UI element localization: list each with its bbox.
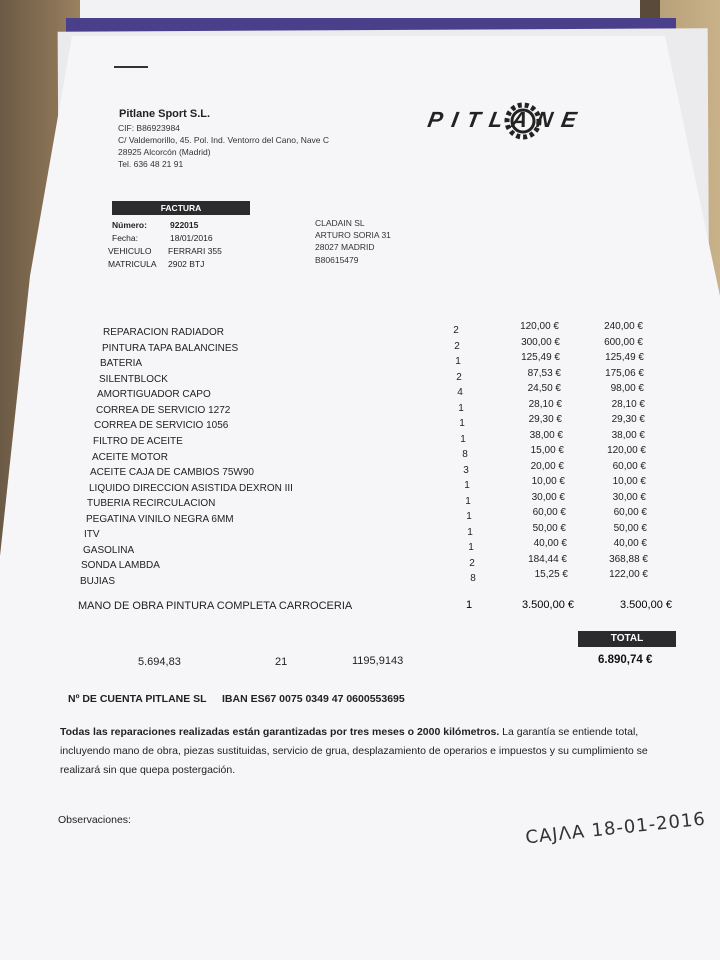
item-description: PINTURA TAPA BALANCINES: [102, 343, 239, 354]
item-quantity: 3: [463, 465, 469, 476]
item-line-total: 40,00 €: [613, 538, 647, 549]
observations-label: Observaciones:: [58, 814, 131, 826]
tax-rate: 21: [275, 656, 288, 668]
item-line-total: 240,00 €: [604, 321, 643, 332]
item-unit-price: 10,00 €: [531, 476, 565, 487]
company-cif: CIF: B86923984: [118, 123, 180, 133]
item-line-total: 30,00 €: [612, 492, 646, 503]
item-unit-price: 40,00 €: [533, 538, 567, 549]
item-quantity: 1: [459, 418, 465, 429]
labor-description: MANO DE OBRA PINTURA COMPLETA CARROCERIA: [78, 600, 353, 612]
item-unit-price: 125,49 €: [521, 352, 560, 363]
item-line-total: 120,00 €: [607, 445, 646, 456]
item-description: ACEITE CAJA DE CAMBIOS 75W90: [90, 467, 254, 478]
item-line-total: 600,00 €: [604, 337, 643, 348]
client-city: 28027 MADRID: [315, 242, 375, 252]
item-description: FILTRO DE ACEITE: [93, 436, 183, 447]
item-line-total: 125,49 €: [605, 352, 644, 363]
labor-quantity: 1: [465, 599, 473, 611]
item-description: BUJIAS: [80, 576, 116, 587]
plate-value: 2902 BTJ: [168, 259, 205, 269]
item-description: ACEITE MOTOR: [92, 452, 168, 463]
item-quantity: 4: [457, 387, 463, 398]
company-phone: Tel. 636 48 21 91: [118, 159, 184, 169]
labor-total: 3.500,00 €: [620, 599, 672, 611]
invoice-number: 922015: [170, 220, 199, 230]
item-unit-price: 28,10 €: [528, 399, 562, 410]
item-line-total: 50,00 €: [613, 523, 647, 534]
client-name: CLADAIN SL: [315, 218, 365, 228]
item-description: ITV: [84, 529, 100, 540]
company-address: C/ Valdemorillo, 45. Pol. Ind. Ventorro del Cano, Nave C: [118, 135, 330, 145]
item-line-total: 60,00 €: [613, 507, 647, 518]
logo-text: PITLANE: [425, 107, 588, 132]
item-unit-price: 24,50 €: [527, 383, 561, 394]
plate-label: MATRICULA: [108, 259, 157, 269]
item-line-total: 175,06 €: [605, 368, 644, 379]
item-quantity: 1: [455, 356, 461, 367]
warranty-text: [60, 723, 680, 780]
item-description: SONDA LAMBDA: [81, 560, 160, 571]
item-description: CORREA DE SERVICIO 1272: [96, 405, 231, 416]
item-unit-price: 300,00 €: [521, 337, 560, 348]
invoice-number-label: Número:: [112, 220, 147, 230]
item-line-total: 60,00 €: [612, 461, 646, 472]
item-unit-price: 15,25 €: [534, 569, 568, 580]
item-description: AMORTIGUADOR CAPO: [97, 389, 211, 400]
item-description: CORREA DE SERVICIO 1056: [94, 420, 229, 431]
invoice-date: 18/01/2016: [170, 233, 213, 243]
item-description: GASOLINA: [83, 545, 135, 556]
item-quantity: 1: [465, 496, 471, 507]
total-label: TOTAL: [578, 631, 676, 647]
company-city: 28925 Alcorcón (Madrid): [118, 147, 211, 157]
vehicle-value: FERRARI 355: [168, 246, 222, 256]
item-description: SILENTBLOCK: [99, 374, 168, 385]
item-unit-price: 30,00 €: [531, 492, 565, 503]
tax-amount: 1195,9143: [352, 655, 404, 667]
item-line-total: 28,10 €: [611, 399, 645, 410]
invoice-title: FACTURA: [112, 201, 250, 215]
handwritten-note: CAJΛA 18-01-2016: [524, 808, 707, 849]
item-unit-price: 120,00 €: [520, 321, 559, 332]
item-quantity: 1: [468, 542, 474, 553]
item-quantity: 2: [453, 325, 459, 336]
item-description: TUBERIA RECIRCULACION: [87, 498, 216, 509]
item-quantity: 1: [467, 527, 473, 538]
item-quantity: 2: [454, 341, 460, 352]
item-description: REPARACION RADIADOR: [103, 327, 224, 338]
account-iban: IBAN ES67 0075 0349 47 0600553695: [222, 693, 405, 705]
item-description: LIQUIDO DIRECCION ASISTIDA DEXRON III: [89, 483, 293, 494]
item-unit-price: 38,00 €: [529, 430, 563, 441]
item-unit-price: 15,00 €: [530, 445, 564, 456]
item-line-total: 368,88 €: [609, 554, 648, 565]
company-name: Pitlane Sport S.L.: [119, 108, 211, 120]
item-line-total: 98,00 €: [610, 383, 644, 394]
item-quantity: 1: [458, 403, 464, 414]
item-unit-price: 20,00 €: [530, 461, 564, 472]
grand-total: 6.890,74 €: [598, 654, 653, 666]
item-line-total: 122,00 €: [609, 569, 648, 580]
item-quantity: 1: [466, 511, 472, 522]
labor-price: 3.500,00 €: [522, 599, 574, 611]
item-unit-price: 87,53 €: [527, 368, 561, 379]
warranty-rest: La garantía se entiende total, incluyendo mano de obra, piezas sustituidas, servicio de grua, desplazamiento de operarios e impuestos y su cumplimiento se realizará sin que quepa postergación.: [60, 726, 648, 776]
item-quantity: 1: [460, 434, 466, 445]
item-unit-price: 60,00 €: [532, 507, 566, 518]
item-description: PEGATINA VINILO NEGRA 6MM: [86, 514, 234, 525]
item-quantity: 8: [462, 449, 468, 460]
item-quantity: 8: [470, 573, 476, 584]
item-quantity: 2: [469, 558, 475, 569]
tax-base: 5.694,83: [138, 656, 181, 668]
item-description: BATERIA: [100, 358, 143, 369]
item-line-total: 29,30 €: [611, 414, 645, 425]
item-line-total: 38,00 €: [611, 430, 645, 441]
vehicle-label: VEHICULO: [108, 246, 152, 256]
warranty-bold: Todas las reparaciones realizadas están garantizadas por tres meses o 2000 kilómetros.: [60, 726, 500, 738]
invoice-date-label: Fecha:: [112, 233, 138, 243]
item-quantity: 2: [456, 372, 462, 383]
client-address: ARTURO SORIA 31: [315, 230, 391, 240]
account-label: Nº DE CUENTA PITLANE SL: [68, 693, 207, 705]
item-line-total: 10,00 €: [612, 476, 646, 487]
item-unit-price: 184,44 €: [528, 554, 567, 565]
item-unit-price: 50,00 €: [532, 523, 566, 534]
item-unit-price: 29,30 €: [528, 414, 562, 425]
item-quantity: 1: [464, 480, 470, 491]
client-id: B80615479: [315, 255, 359, 265]
